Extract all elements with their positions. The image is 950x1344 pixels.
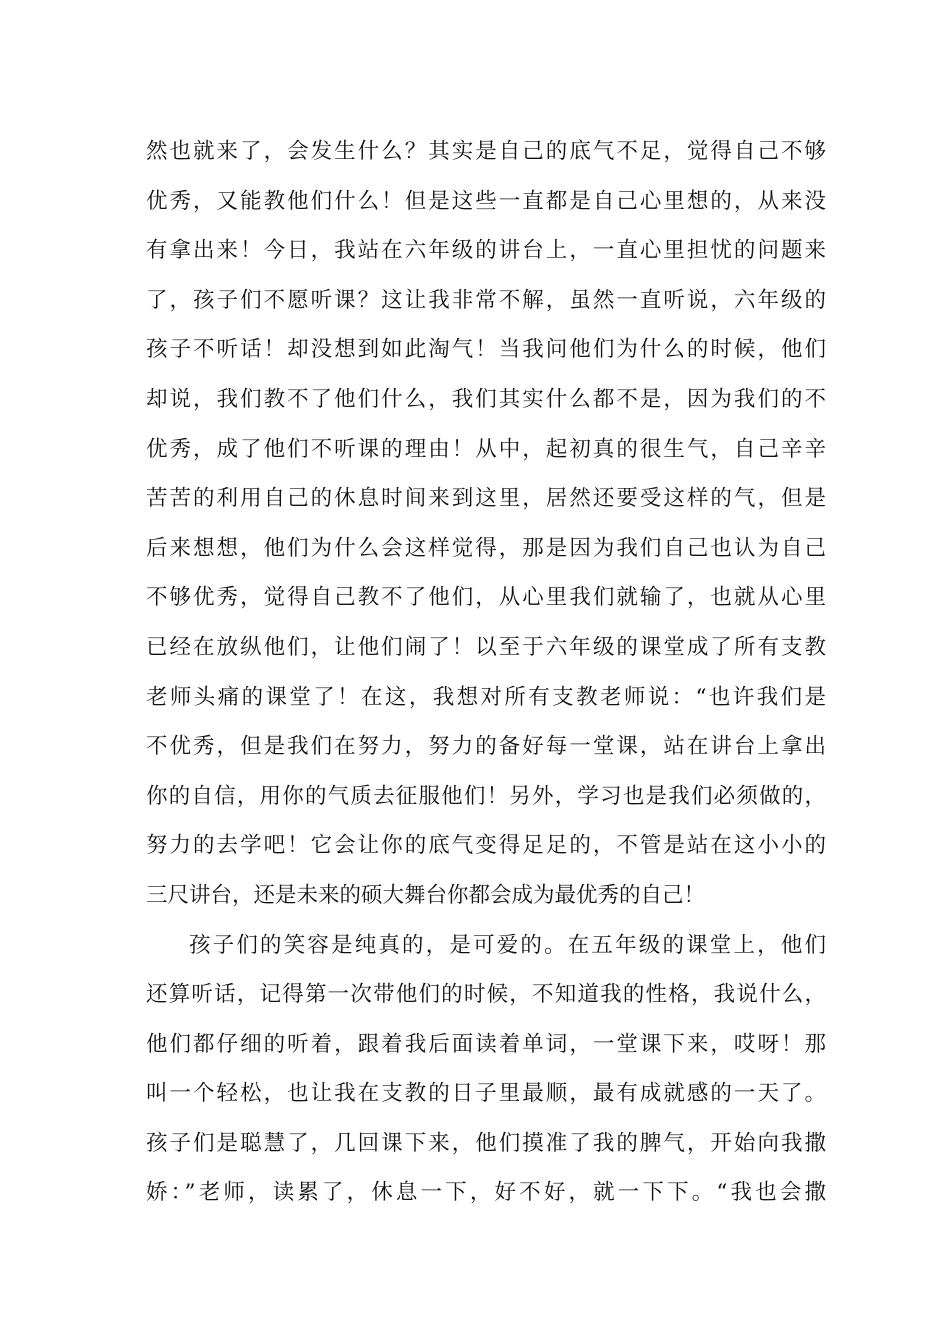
text-line: 他们都仔细的听着，跟着我后面读着单词，一堂课下来，哎呀！那 bbox=[146, 1031, 826, 1057]
text-line: 还算听话，记得第一次带他们的时候，不知道我的性格，我说什么， bbox=[146, 982, 826, 1008]
text-line: 有拿出来！今日，我站在六年级的讲台上，一直心里担忧的问题来 bbox=[146, 238, 826, 264]
text-line: 却说，我们教不了他们什么，我们其实什么都不是，因为我们的不 bbox=[146, 386, 826, 412]
text-line: 后来想想，他们为什么会这样觉得，那是因为我们自己也认为自己 bbox=[146, 535, 826, 561]
text-line: 了，孩子们不愿听课？这让我非常不解，虽然一直听说，六年级的 bbox=[146, 287, 826, 313]
text-line: 已经在放纵他们，让他们闹了！以至于六年级的课堂成了所有支教 bbox=[146, 634, 826, 660]
text-line: 苦苦的利用自己的休息时间来到这里，居然还要受这样的气，但是 bbox=[146, 486, 826, 512]
text-line: 叫一个轻松，也让我在支教的日子里最顺，最有成就感的一天了。 bbox=[146, 1081, 826, 1107]
text-line: 优秀，又能教他们什么！但是这些一直都是自己心里想的，从来没 bbox=[146, 188, 826, 214]
body-text bbox=[146, 127, 826, 1218]
text-line: 努力的去学吧！它会让你的底气变得足足的，不管是站在这小小的 bbox=[146, 833, 826, 859]
text-line: 你的自信，用你的气质去征服他们！另外，学习也是我们必须做的， bbox=[146, 783, 826, 809]
text-line: 不够优秀，觉得自己教不了他们，从心里我们就输了，也就从心里 bbox=[146, 585, 826, 611]
text-line: 然也就来了，会发生什么？其实是自己的底气不足，觉得自己不够 bbox=[146, 139, 826, 164]
paragraph-start-line: 孩子们的笑容是纯真的，是可爱的。在五年级的课堂上，他们 bbox=[189, 932, 826, 958]
paragraph-end-line: 三尺讲台，还是未来的硕大舞台你都会成为最优秀的自己！ bbox=[146, 882, 706, 908]
text-line: 娇：”老师，读累了，休息一下，好不好，就一下下。“我也会撒 bbox=[146, 1180, 826, 1206]
text-line: 老师头痛的课堂了！在这，我想对所有支教老师说：“也许我们是 bbox=[146, 684, 826, 710]
text-line: 孩子们是聪慧了，几回课下来，他们摸准了我的脾气，开始向我撒 bbox=[146, 1130, 826, 1156]
text-line: 优秀，成了他们不听课的理由！从中，起初真的很生气，自己辛辛 bbox=[146, 436, 826, 462]
text-line: 孩子不听话！却没想到如此淘气！当我问他们为什么的时候，他们 bbox=[146, 337, 826, 363]
text-line: 不优秀，但是我们在努力，努力的备好每一堂课，站在讲台上拿出 bbox=[146, 734, 826, 760]
